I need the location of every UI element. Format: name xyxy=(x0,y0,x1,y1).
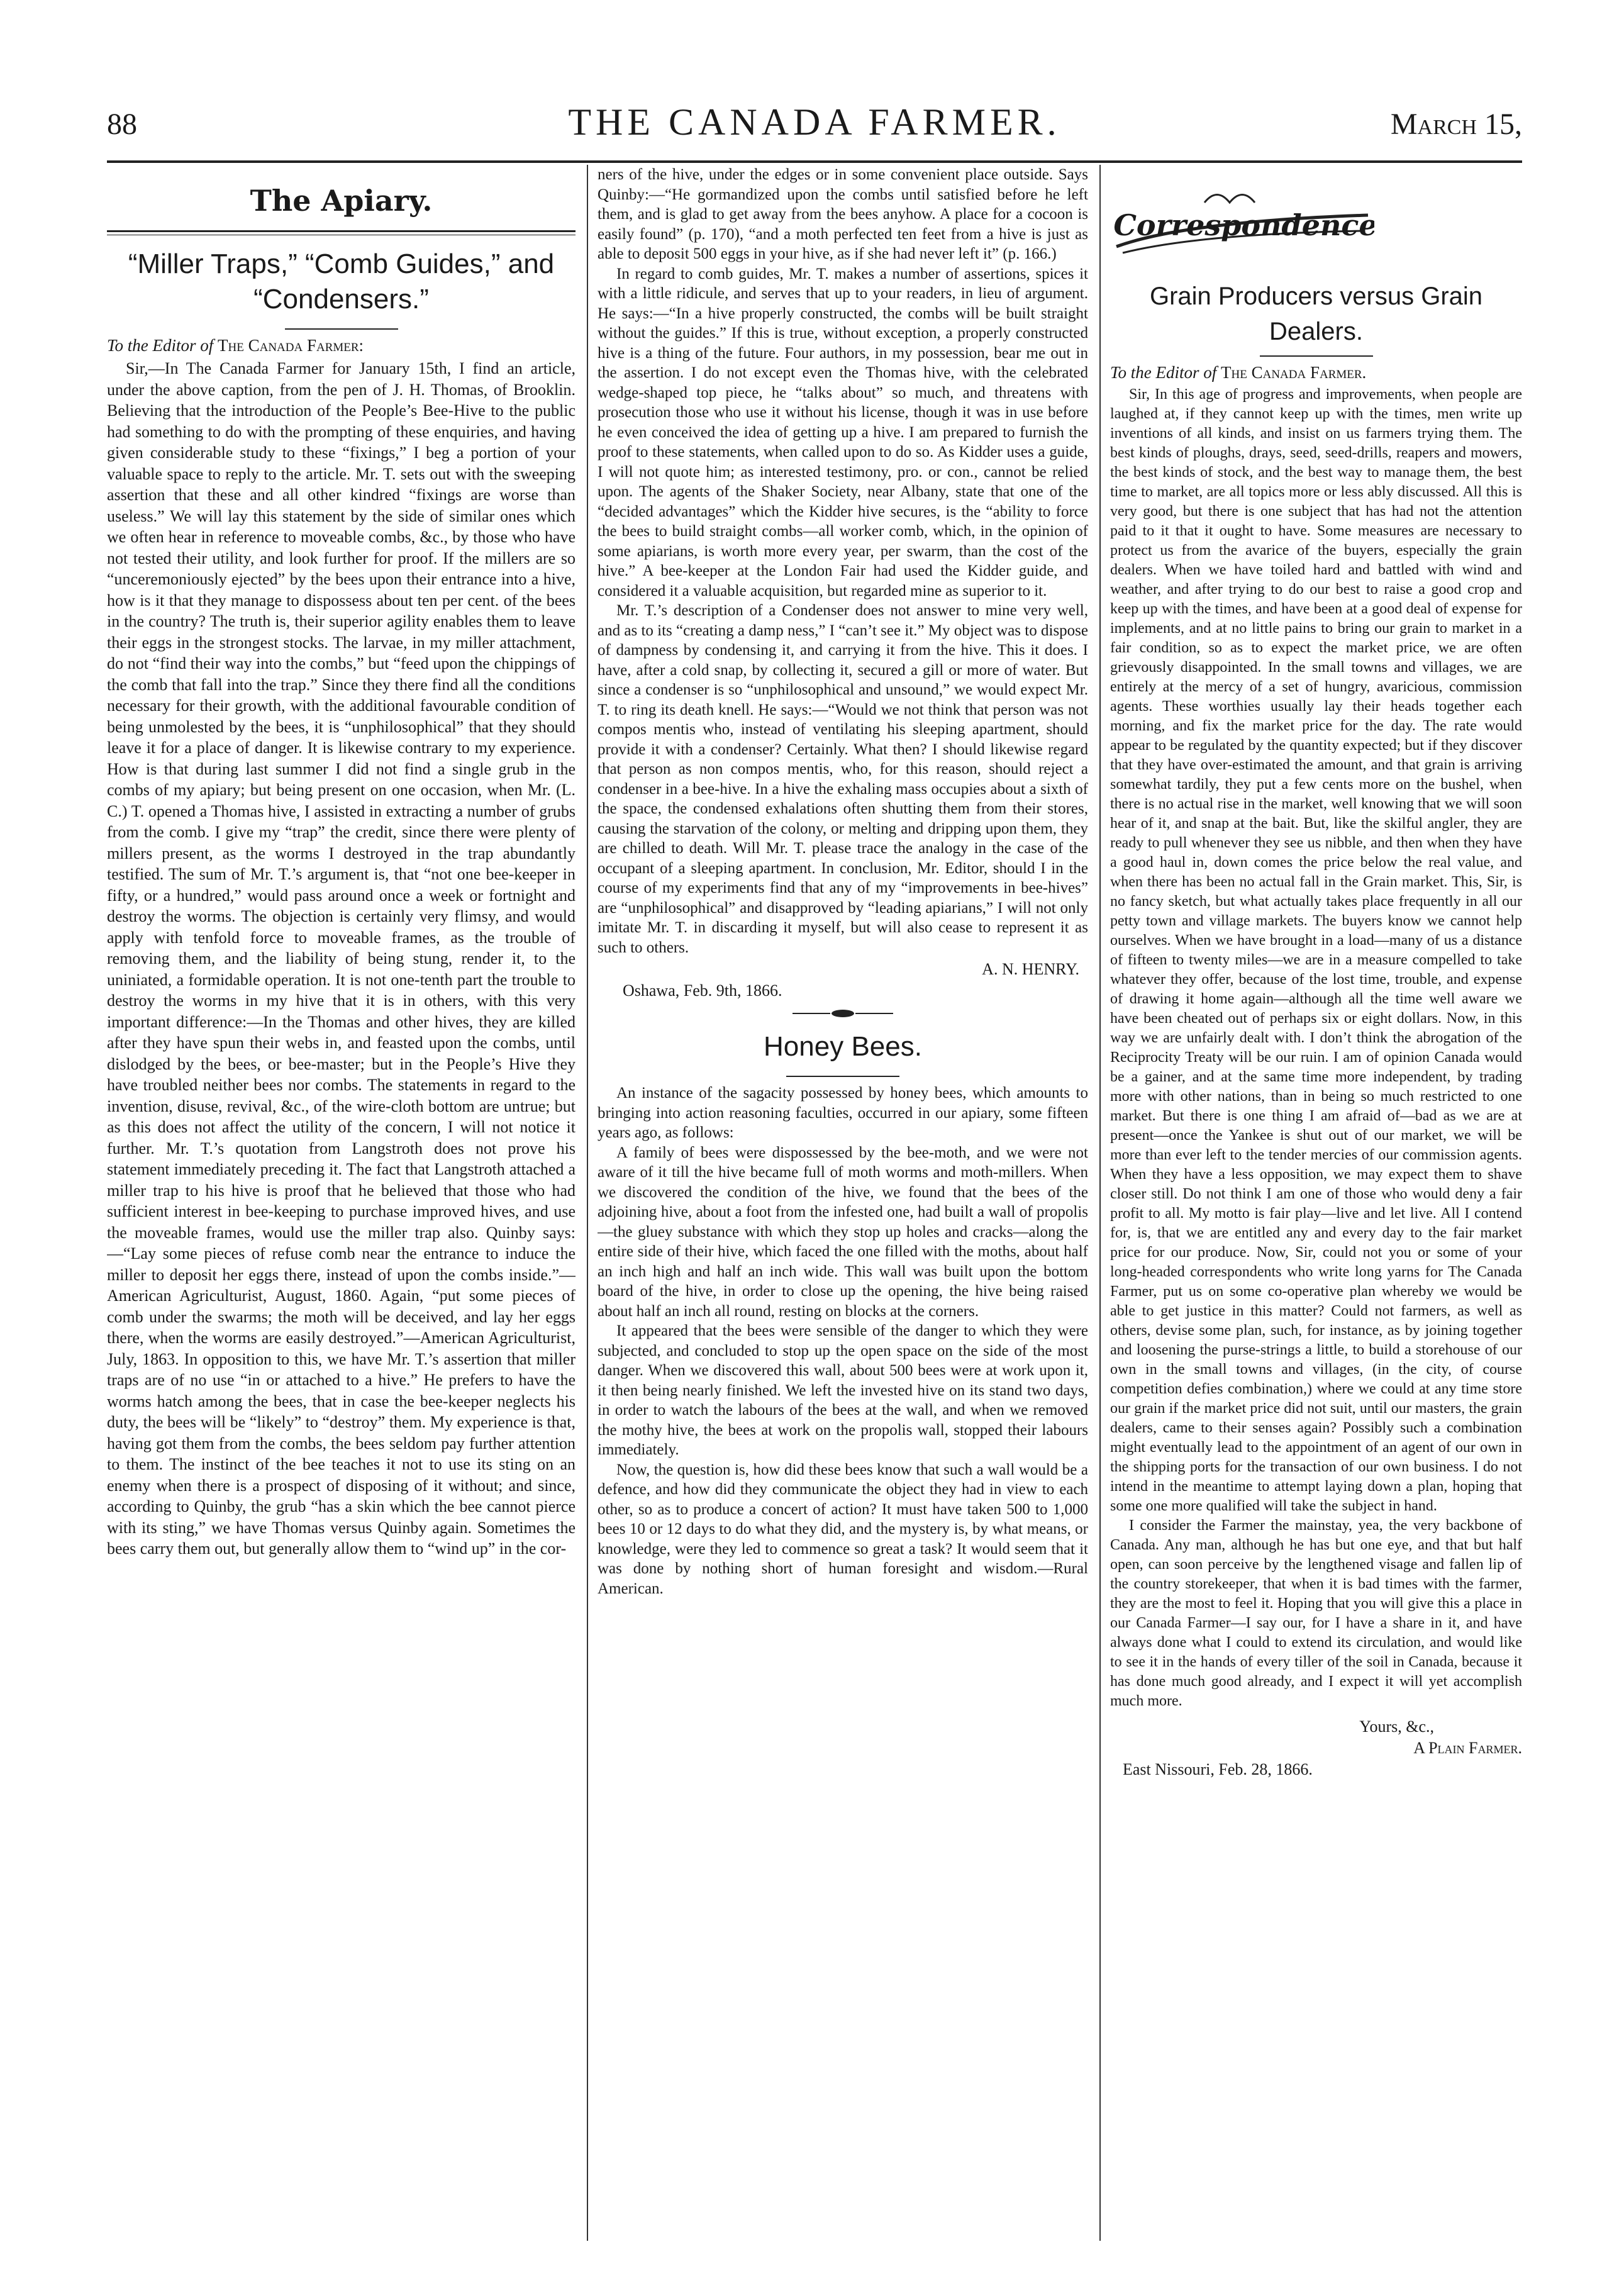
article-headline: Honey Bees. xyxy=(764,1031,922,1062)
masthead-rule xyxy=(107,160,1522,163)
correspondence-banner xyxy=(1110,177,1374,265)
paragraph: It appeared that the bees were sensible of the danger to which they were subjected, and concluded to stop up the open space on the side of the most danger. When we discovered this wall, about 500 bees were at work upon it, it then being nearly finished. We left the invested hive on its stand two days, in order to watch the labours of the bees at the wall, and when we removed the mothy hive, the bees at work on the propolis wall, stopped their labours immediately. xyxy=(598,1322,1088,1458)
author-signature: A. N. HENRY. xyxy=(982,960,1079,978)
article-body xyxy=(107,358,576,1559)
dateline: East Nissouri, Feb. 28, 1866. xyxy=(1123,1760,1313,1778)
ornament-divider xyxy=(598,1009,1088,1018)
ornament-icon xyxy=(793,1009,893,1018)
paragraph: Sir, In this age of progress and improvements, when people are laughed at, if they cannot keep up with the times, men write up inventions of all kinds, and insist on us farmers trying them. The best kinds of ploughs, drays, seed, seed-drills, reapers and mowers, the best kinds of stock, and the best way to manage them, the best time to market, are all topics more or less ably discussed. All this is very good, but there is one subject that has had not the attention paid to it that it ought to have. Some measures are necessary to protect us from the avarice of the buyers, especially the grain dealers. When we have toiled hard and battled with wind and weather, and after trying to do our best to raise a good crop and keep up with the times, and have been at a good deal of expense for implements, and at no little pains to bring our grain to market in a fair condition, so as to expect the market price, we are often grievously disappointed. In the small towns and villages, we are entirely at the mercy of a set of hungry, avaricious, commission agents. These worthies usually lay their heads together each morning, and fix the market price for the day. The rate would appear to be regulated by the quantity expected; but if they discover that they have over-estimated the amount, and that grain is arriving somewhat tardily, they put a few cents more on the bushel, when there is no actual rise in the market, well knowing that we will soon hear of it, and snap at the bait. But, like the skilful angler, they are ready to pull whenever they see us nibble, and then when they have a good haul in, down comes the price below the real value, and when there has been no actual fall in the Grain market. This, Sir, is no fancy sketch, but what actually takes place frequently in all our petty town and village markets. The buyers know we cannot help ourselves. When we have brought in a load—many of us a distance of fifteen to twenty miles—we are in a measure compelled to take whatever they offer, because of the lost time, trouble, and expense of drawing it home again—although all the time well aware we have been cheated out of perhaps six or eight dollars. Now, in this way we are unfairly dealt with. I don’t think the abrogation of the Reciprocity Treaty will be our ruin. I am of opinion Canada would be a gainer, and at the same time more independent, by trading more with other nations, than in being so much restricted to one market. But there is one thing I am afraid of—bad as we are at present—once the Yankee is shut out of our market, we will be more than ever left to the tender mercies of our commission agents. When they have a less opposition, we may expect them to shave closer still. Do not think I am one of those who would deny a fair profit to all. My motto is fair play—live and let live. All I contend for, is, that we are entitled any and every day to the fair market price for our produce. Now, Sir, could not you or some of your long-headed correspondents who write long yarns for The Canada Farmer, put us on some co-operative plan whereby we would be able to get justice in this matter? Could not farmers, as well as others, devise some plan, such, for instance, as by joining together and loosening the purse-strings a little, to build a storehouse of our own in the small towns and villages, (in the city, of course competition defies combination,) where we could at any time store our grain if the market price did not suit, until our masters, the grain dealers, came to their senses again? Possibly such a combination might eventually lead to the appointment of an agent of our own in the shipping ports for the transaction of our own business. I do not intend in the meantime to attempt laying down a plan, hoping that some one more qualified will take the subject in hand. xyxy=(1110,386,1522,1514)
paragraph: Sir,—In The Canada Farmer for January 15th, I find an article, under the above caption, from the pen of J. H. Thomas, of Brooklin. Believing that the introduction of the People’s Bee-Hive to the public had something to do with the prompting of these enquiries, and having given considerable study to these “fixings,” I beg a portion of your valuable space to reply to the article. Mr. T. sets out with the sweeping assertion that these and all other kindred “fixings are worse than useless.” We will lay this statement by the side of similar ones which we often hear in reference to moveable combs, &c., by those who have not tested their utility, and look further for proof. If the millers are so “unceremoniously ejected” by the bees upon their entrance into a hive, how is it that they manage to dispossess about ten per cent. of the bees in the country? The truth is, their superior agility enables them to leave their eggs in the strongest stocks. The larvae, in my miller attachment, do not “find their way into the combs,” but “feed upon the chippings of the comb that fall into the trap.” Since they there find all the conditions necessary for their growth, with the additional favourable condition of being unmolested by the bees, it is “unphilosophical” that they should leave it for a place of danger. It is likewise contrary to my experience. How is that during last summer I did not find a single grub in the combs of my apiary; but being present on one occasion, when Mr. (L. C.) T. opened a Thomas hive, I assisted in extracting a number of grubs from the comb. I give my “trap” the credit, since there were plenty of millers present, as the worms I destroyed in the trap abundantly testified. The sum of Mr. T.’s argument is, that “not one bee-keeper in fifty, or a hundred,” would pass around once a week or fortnight and destroy the worms. The objection is certainly very flimsy, and would apply with tenfold force to moveable frames, as the trouble of removing them, and the liability of being stung, render it, to the uniniated, a formidable operation. It is not one-tenth part the trouble to destroy the worms in my hive that it is in others, with this very important difference:—In the Thomas and other hives, they are killed after they have spun their webs in, and feasted upon the combs, until dislodged by the bees, or bee-master; but in the People’s Hive they have troubled neither bees nor combs. The statements in regard to the invention, disuse, revival, &c., of the wire-cloth bottom are untrue; but as this does not affect the utility of the concern, I will not notice it further. Mr. T.’s quotation from Langstroth does not prove his statement immediately preceding it. The fact that Langstroth attached a miller trap to his hive is proof that he believed that those who had sufficient interest in bee-keeping to purchase improved hives, and use the moveable frames, would use the miller trap also. Quinby says:—“Lay some pieces of refuse comb near the entrance to induce the miller to deposit her eggs there, instead of upon the combs inside.”—American Agriculturist, August, 1860. Again, “put some pieces of comb under the swarms; the moth will be deceived, and lay her eggs there, when the worms are easily destroyed.”—American Agriculturist, July, 1863. In opposition to this, we have Mr. T.’s assertion that miller traps are of no use “in or attached to a hive.” He prefers to have the worms hatch among the bees, that in case the bee-keeper neglects his duty, the bees will be “likely” to “destroy” them. My experience is that, having got them from the combs, the bees seldom pay further attention to them. The instinct of the bee teaches it not to use its sting on an enemy when there is a prospect of disposing of it without; and since, according to Quinby, the grub “has a skin which the bee cannot pierce with its sting,” we have Thomas versus Quinby again. Sometimes the bees carry them out, but generally allow them to “wind up” in the cor- xyxy=(107,359,576,1558)
headline-rule xyxy=(1260,355,1373,357)
to-editor-prefix: To the Editor of xyxy=(107,336,214,355)
dateline: Oshawa, Feb. 9th, 1866. xyxy=(623,981,782,1000)
paragraph: In regard to comb guides, Mr. T. makes a number of assertions, spices it with a little ridicule, and serves that up to your readers, in lieu of argument. He says:—“In a hive properly constructed, the combs will be built straight without the guides.” If this is true, without exception, a properly constructed hive is a thing of the future. Four authors, in my possession, bear me out in the assertion. I do not except even the Thomas hive, with the celebrated wedge-shaped top piece, he “talks about” so much, and threatens with prosecution those who use it without his license, though it was in use before he even conceived the idea of getting up a hive. I am prepared to furnish the proof to these statements, when called upon to do so. As Kidder uses a guide, I will not quote him; as interested testimony, pro. or con., cannot be relied upon. The agents of the Shaker Society, near Albany, state that one of the “decided advantages” which the Kidder hive secures, is the “ability to force the bees to build straight combs—all worker comb, which, in the opinion of some apiarians, is worth more every year, per swarm, than the cost of the hive.” A bee-keeper at the London Fair had used the Kidder guide, and considered it a valuable acquisition, but regarded mine as superior to it. xyxy=(598,265,1088,600)
to-editor-line xyxy=(1110,363,1522,382)
column-divider xyxy=(587,165,588,2241)
to-editor-paper: The Canada Farmer. xyxy=(1221,363,1367,382)
page-number: 88 xyxy=(107,108,137,141)
section-rule xyxy=(107,230,576,235)
publication-title: THE CANADA FARMER. xyxy=(568,101,1061,143)
column-1 xyxy=(107,165,576,2241)
column-2 xyxy=(598,165,1088,2241)
letter-closing xyxy=(1110,1716,1522,1780)
paragraph: Mr. T.’s description of a Condenser does not answer to mine very well, and as to its “creating a damp ness,” I “can’t see it.” My object was to dispose of dampness by condensing it, and carrying it from the hive. This it does. I have, after a cold snap, by collecting it, secured a gill or more of water. But since a condenser is so “unphilosophical and unsound,” we would expect Mr. T. to ring its death knell. He says:—“Would we not think that person was not compos mentis who, instead of ventilating his sleeping apartment, should provide it with a condenser? Certainly. What then? I should likewise regard that person as non compos mentis, who, for this reason, should reject a condenser in a bee-hive. In a hive the exhaling mass occupies about a sixth of the space, the condensed exhalations often shutting them from their stores, causing the starvation of the colony, or melting and dripping upon them, they are chilled to death. Will Mr. T. please trace the analogy in the case of the occupant of a sleeping apartment. In conclusion, Mr. Editor, should I in the course of my experiments find that any of my “improvements in bee-hives” are “unphilosophical” and disapproved by “leading apiarians,” I will not only imitate Mr. T. in discarding it myself, but will also cease to represent it as such to others. xyxy=(598,602,1088,956)
article-body xyxy=(1110,385,1522,1711)
banner-title: Correspondence xyxy=(1113,208,1374,242)
to-editor-line xyxy=(107,336,576,355)
headline-rule xyxy=(285,328,398,330)
closing-salutation: Yours, &c., xyxy=(1359,1717,1434,1736)
headline-rule xyxy=(786,1076,899,1077)
article-headline: Grain Producers versus Grain Dealers. xyxy=(1149,282,1483,345)
issue-date: March 15, xyxy=(1390,108,1522,141)
to-editor-paper: The Canada Farmer: xyxy=(218,336,364,355)
column-divider xyxy=(1099,165,1101,2241)
masthead xyxy=(107,94,1522,157)
paragraph: Now, the question is, how did these bees know that such a wall would be a defence, and how did they communicate the object they had in view to each other, so as to produce a concert of action? It must have taken 500 to 1,000 bees 10 or 12 days to do what they did, and the mystery is, by what means, or knowledge, were they led to commence so great a task? It would seem that it was done by nothing short of human foresight and wisdom.—Rural American. xyxy=(598,1461,1088,1597)
paragraph: An instance of the sagacity possessed by honey bees, which amounts to bringing into action reasoning faculties, occurred in our apiary, some fifteen years ago, as follows: xyxy=(598,1085,1088,1141)
column-3 xyxy=(1110,165,1522,2241)
paragraph: A family of bees were dispossessed by the bee-moth, and we were not aware of it till the hive became full of moth worms and moth-millers. When we discovered the condition of the hive, we found that the bees of the adjoining hive, about a foot from the infested one, had built a wall of propolis—the gluey substance with which they stop up holes and cracks—along the entire side of their hive, which faced the one filled with the moths, about half an inch high and half an inch wide. This wall was built upon the bottom board of the hive, in order to close up the opening, the hive being raised about half an inch all round, resting on blocks at the corners. xyxy=(598,1144,1088,1320)
paragraph: I consider the Farmer the mainstay, yea, the very backbone of Canada. Any man, although he has but one eye, and that but half open, can soon perceive by the lengthened visage and fallen lip of the country storekeeper, that when it is bad times with the farmer, they are the most to feel it. Hoping that you will give this a place in our Canada Farmer—I say our, for I have a share in it, and have always done what I could to extend its circulation, and would like to see it in the hands of every tiller of the soil in Canada, because it has done much good already, and I expect it will yet accomplish much more. xyxy=(1110,1517,1522,1709)
article-body-continued xyxy=(598,165,1088,957)
article-body xyxy=(598,1083,1088,1598)
to-editor-prefix: To the Editor of xyxy=(1110,363,1217,382)
paragraph: ners of the hive, under the edges or in some convenient place outside. Says Quinby:—“He gormandized upon the combs until satisfied before he left them, and is glad to get away from the bees anyhow. A place for a cocoon is easily found” (p. 170), “and a moth perfected ten feet from a hive is just as able to deposit 500 eggs in your hive, as if she had never left it” (p. 166.) xyxy=(598,166,1088,262)
author-signature: A Plain Farmer. xyxy=(1413,1739,1522,1757)
section-title-apiary: The Apiary. xyxy=(250,184,433,218)
article-headline: “Miller Traps,” “Comb Guides,” and “Condensers.” xyxy=(128,248,555,315)
